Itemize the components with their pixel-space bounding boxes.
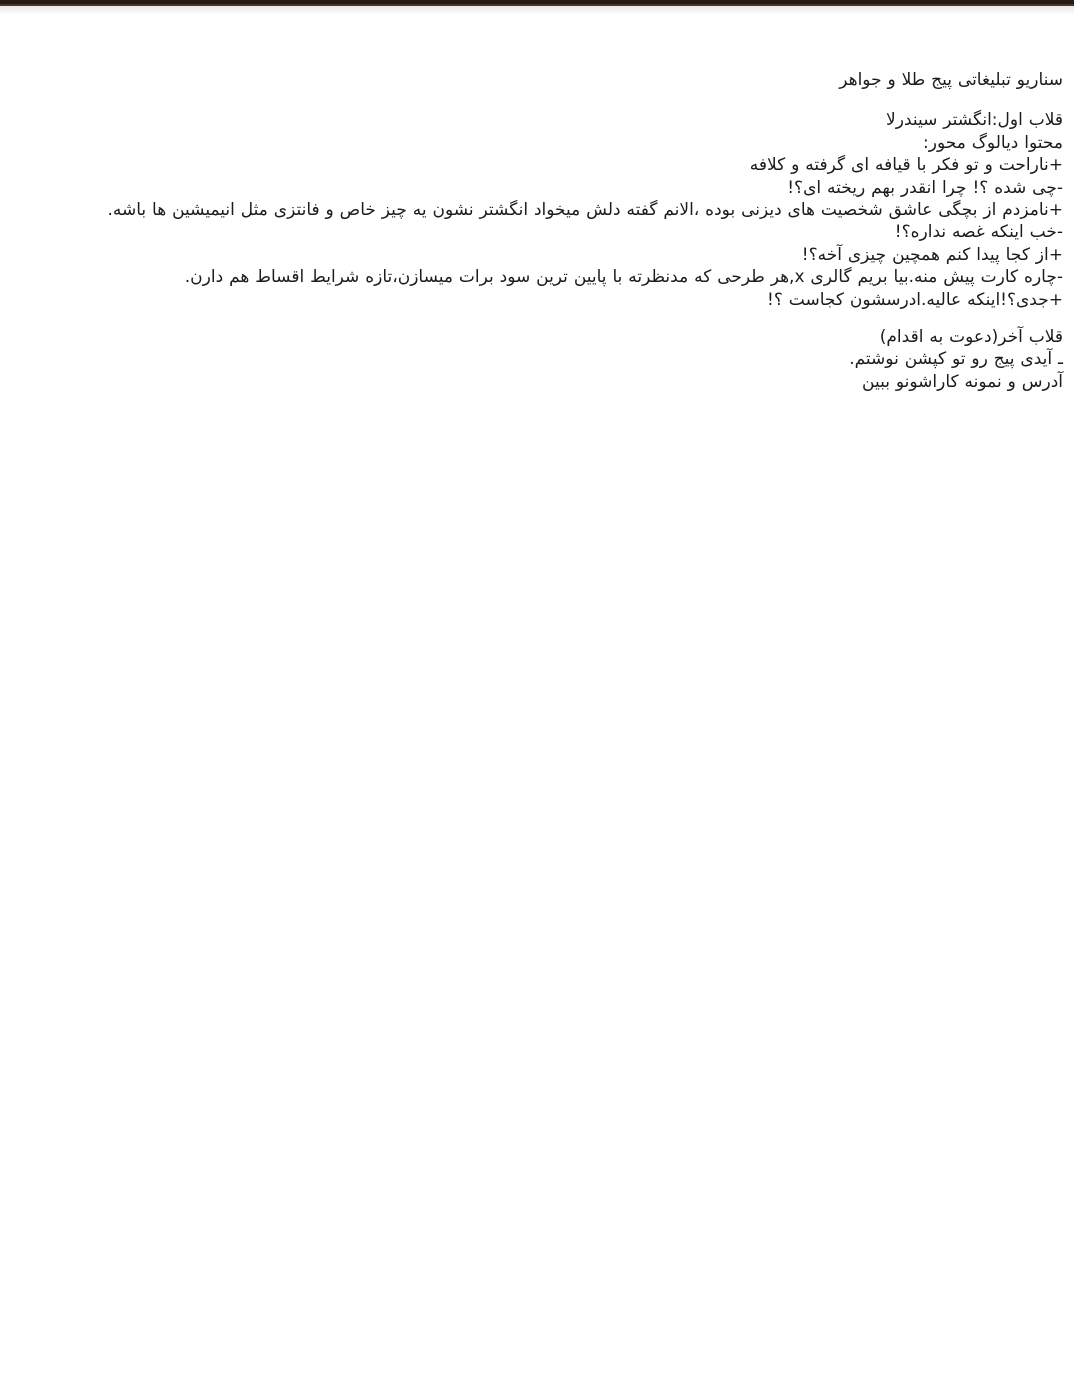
script-line: +نامزدم از بچگی عاشق شخصیت های دیزنی بوده ،الانم گفته دلش میخواد انگشتر نشون یه چیز خاص و فانتزی مثل انیمیشین ها باشه. (107, 200, 1063, 221)
script-line: +ناراحت و تو فکر با قیافه ای گرفته و کلافه (749, 155, 1063, 176)
script-line: قلاب آخر(دعوت به اقدام) (879, 327, 1063, 348)
script-line: -چاره کارت پیش منه.بیا بریم گالری x,هر طرحی که مدنظرته با پایین ترین سود برات میسازن،تازه شرایط اقساط هم دارن. (184, 267, 1063, 288)
script-line: ـ آیدی پیج رو تو کپشن نوشتم. (849, 349, 1063, 370)
script-line: +جدی؟!اینکه عالیه.ادرسشون کجاست ؟! (767, 289, 1063, 310)
script-line: -خب اینکه غصه نداره؟! (894, 222, 1063, 243)
script-title: سناریو تبلیغاتی پیج طلا و جواهر (839, 70, 1063, 90)
blank-line (42, 311, 1063, 326)
script-line: آدرس و نمونه کاراشونو ببین (862, 371, 1063, 392)
blank-line (42, 91, 1063, 109)
script-line: -چی شده ؟! چرا انقدر بهم ریخته ای؟! (787, 177, 1063, 198)
script-line: قلاب اول:انگشتر سیندرلا (886, 110, 1063, 131)
script-text-block (0, 0, 1074, 393)
script-line: +از کجا پیدا کنم همچین چیزی آخه؟! (801, 244, 1063, 265)
script-line: محتوا دیالوگ محور: (923, 132, 1063, 153)
